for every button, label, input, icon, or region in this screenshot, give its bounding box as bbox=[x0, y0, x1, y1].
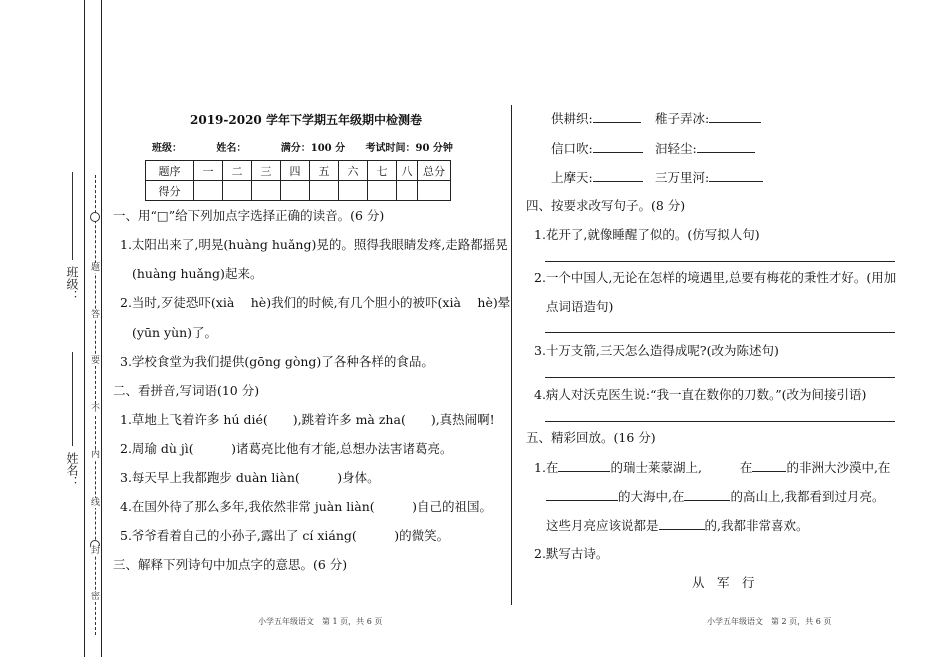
score-cell: 总分 bbox=[418, 161, 451, 181]
question-text: 2.当时,歹徒恐吓(xià hè)我们的时候,有几个胆小的被吓(xià hè)晕 bbox=[120, 295, 511, 310]
score-cell: 一 bbox=[194, 161, 223, 181]
name-label: 姓名： bbox=[216, 143, 247, 154]
answer-blank[interactable] bbox=[593, 110, 641, 123]
score-input-cell[interactable] bbox=[194, 181, 223, 201]
fill-text: 的高山上,我都看到过月亮。 bbox=[730, 489, 885, 504]
fill-text: 的大海中,在 bbox=[618, 489, 685, 504]
score-cell: 八 bbox=[397, 161, 418, 181]
answer-line[interactable] bbox=[545, 421, 895, 422]
section-5-title: 五、精彩回放。(16 分) bbox=[526, 430, 656, 445]
poem-term bbox=[655, 110, 761, 127]
score-cell: 四 bbox=[281, 161, 310, 181]
poem-term-label: 上摩天: bbox=[551, 170, 593, 185]
section-2-title: 二、看拼音,写词语(10 分) bbox=[113, 383, 260, 398]
poem-term bbox=[655, 140, 755, 157]
answer-line[interactable] bbox=[545, 377, 895, 378]
question-text: 4.在国外待了那么多年,我依然非常 juàn liàn( )自己的祖国。 bbox=[120, 499, 493, 514]
question-text: 5.爷爷看着自己的小孙子,露出了 cí xiáng( )的微笑。 bbox=[120, 528, 450, 543]
question-text: 1.太阳出来了,明晃(huàng huǎng)晃的。照得我眼睛发疼,走路都摇晃 bbox=[120, 237, 508, 252]
answer-blank[interactable] bbox=[752, 459, 786, 472]
full-score: 满分：100 分 bbox=[280, 143, 346, 154]
binding-class-blank[interactable] bbox=[72, 172, 73, 260]
exam-time: 考试时间：90 分钟 bbox=[365, 143, 453, 154]
score-cell: 题序 bbox=[146, 161, 194, 181]
fill-text: 在 bbox=[739, 460, 753, 475]
answer-blank[interactable] bbox=[558, 459, 610, 472]
score-input-cell[interactable] bbox=[223, 181, 252, 201]
fill-sentence bbox=[546, 488, 884, 505]
answer-blank[interactable] bbox=[593, 169, 643, 182]
exam-meta bbox=[152, 139, 453, 154]
score-cell: 六 bbox=[339, 161, 368, 181]
poem-term-label: 稚子弄冰: bbox=[655, 111, 710, 126]
poem-term-label: 汩轻尘: bbox=[655, 141, 697, 156]
score-cell: 三 bbox=[252, 161, 281, 181]
page-footer: 小学五年级语文 第 2 页，共 6 页 bbox=[707, 617, 832, 626]
score-cell: 五 bbox=[310, 161, 339, 181]
binding-name-blank[interactable] bbox=[72, 352, 73, 446]
binding-name-label: 姓名： bbox=[65, 452, 79, 488]
question-text: (huàng huǎng)起来。 bbox=[132, 266, 263, 281]
score-input-cell[interactable] bbox=[368, 181, 397, 201]
score-input-cell[interactable] bbox=[418, 181, 451, 201]
score-input-cell[interactable] bbox=[397, 181, 418, 201]
seal-char: 要 bbox=[91, 356, 101, 366]
question-text: (yūn yùn)了。 bbox=[132, 325, 218, 340]
question-text: 4.病人对沃克医生说:“我一直在数你的刀数。”(改为间接引语) bbox=[534, 387, 867, 402]
margin-line-inner bbox=[101, 0, 102, 657]
poem-term-label: 信口吹: bbox=[551, 141, 593, 156]
answer-blank[interactable] bbox=[709, 169, 763, 182]
question-text: 1.花开了,就像睡醒了似的。(仿写拟人句) bbox=[534, 227, 760, 242]
poem-term-label: 供耕织: bbox=[551, 111, 593, 126]
score-cell: 二 bbox=[223, 161, 252, 181]
question-text: 1.草地上飞着许多 hú dié( ),跳着许多 mà zha( ),真热闹啊! bbox=[120, 412, 495, 427]
fill-text: 的,我都非常喜欢。 bbox=[704, 518, 809, 533]
section-3-title: 三、解释下列诗句中加点字的意思。(6 分) bbox=[113, 557, 348, 572]
fill-sentence bbox=[534, 459, 890, 476]
section-1-title: 一、用“□”给下列加点字选择正确的读音。(6 分) bbox=[113, 208, 385, 223]
margin-line-outer bbox=[84, 0, 85, 657]
answer-blank[interactable] bbox=[684, 488, 730, 501]
score-table-score-row bbox=[146, 181, 451, 201]
score-cell: 七 bbox=[368, 161, 397, 181]
seal-char: 不 bbox=[91, 404, 101, 414]
score-input-cell[interactable] bbox=[310, 181, 339, 201]
question-text: 2.默写古诗。 bbox=[534, 546, 609, 561]
fill-text: 的瑞士莱蒙湖上, bbox=[610, 460, 702, 475]
section-4-title: 四、按要求改写句子。(8 分) bbox=[526, 198, 686, 213]
score-table bbox=[145, 160, 451, 201]
answer-line[interactable] bbox=[545, 332, 895, 333]
fill-text: 这些月亮应该说都是 bbox=[546, 518, 659, 533]
score-input-cell[interactable] bbox=[281, 181, 310, 201]
poem-term bbox=[551, 110, 641, 127]
question-text: 3.十万支箭,三天怎么造得成呢?(改为陈述句) bbox=[534, 343, 779, 358]
answer-blank[interactable] bbox=[659, 517, 705, 530]
score-cell: 得分 bbox=[146, 181, 194, 201]
seal-char: 线 bbox=[91, 498, 101, 508]
page-footer: 小学五年级语文 第 1 页，共 6 页 bbox=[258, 617, 383, 626]
binding-class-label: 班级： bbox=[65, 266, 79, 302]
fill-text: 1.在 bbox=[534, 460, 559, 475]
fill-sentence bbox=[546, 517, 809, 534]
poem-term bbox=[551, 169, 643, 186]
exam-title: 2019-2020 学年下学期五年级期中检测卷 bbox=[190, 113, 422, 127]
poem-title: 从 军 行 bbox=[692, 575, 755, 590]
seal-char: 答 bbox=[91, 310, 101, 320]
question-text: 点词语造句) bbox=[546, 299, 614, 314]
answer-blank[interactable] bbox=[697, 140, 755, 153]
class-label: 班级： bbox=[152, 143, 182, 154]
question-text: 3.每天早上我都跑步 duàn liàn( )身体。 bbox=[120, 470, 380, 485]
seal-char: 密 bbox=[91, 592, 101, 602]
score-input-cell[interactable] bbox=[252, 181, 281, 201]
page-divider bbox=[511, 105, 512, 605]
poem-term bbox=[655, 169, 763, 186]
seal-char: 内 bbox=[91, 450, 101, 460]
score-input-cell[interactable] bbox=[339, 181, 368, 201]
question-text: 3.学校食堂为我们提供(gōng gòng)了各种各样的食品。 bbox=[120, 354, 434, 369]
answer-line[interactable] bbox=[545, 261, 895, 262]
score-table-header-row bbox=[146, 161, 451, 181]
question-text: 2.一个中国人,无论在怎样的境遇里,总要有梅花的秉性才好。(用加 bbox=[534, 270, 897, 285]
seal-char: 封 bbox=[91, 546, 101, 556]
poem-term bbox=[551, 140, 643, 157]
binding-hole bbox=[90, 212, 100, 222]
fill-text: 的非洲大沙漠中,在 bbox=[786, 460, 891, 475]
answer-blank[interactable] bbox=[546, 488, 618, 501]
poem-term-label: 三万里河: bbox=[655, 170, 710, 185]
answer-blank[interactable] bbox=[709, 110, 761, 123]
answer-blank[interactable] bbox=[593, 140, 643, 153]
seal-char: 题 bbox=[91, 263, 101, 273]
question-text: 2.周瑜 dù jì( )诸葛亮比他有才能,总想办法害诸葛亮。 bbox=[120, 441, 453, 456]
